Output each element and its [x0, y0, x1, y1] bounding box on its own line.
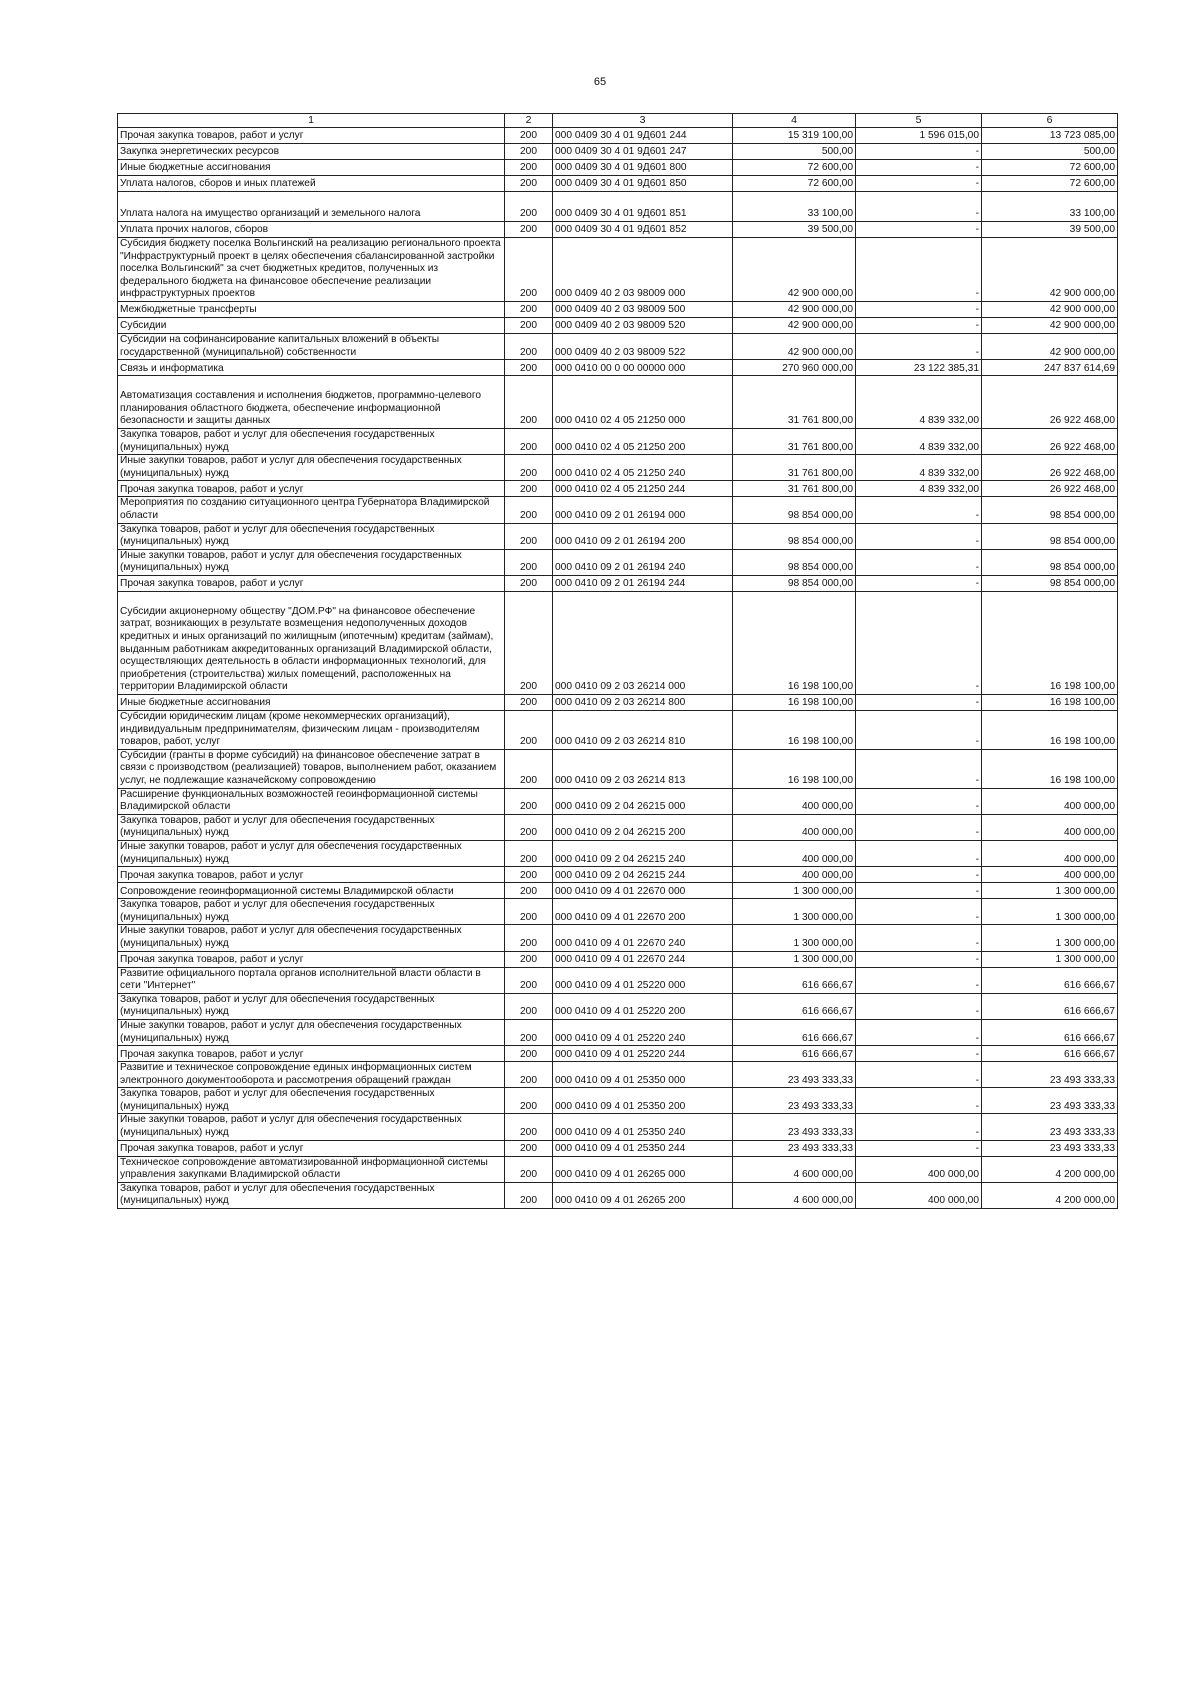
row-budget-code: 000 0410 09 4 01 22670 240 [553, 925, 733, 951]
row-name: Прочая закупка товаров, работ и услуг [118, 1046, 505, 1062]
row-approved-amount: 500,00 [733, 144, 856, 160]
row-unexecuted-amount: 1 300 000,00 [982, 925, 1118, 951]
row-unexecuted-amount: 26 922 468,00 [982, 428, 1118, 454]
table-row [118, 695, 1118, 711]
row-budget-code: 000 0410 09 4 01 25220 244 [553, 1046, 733, 1062]
row-approved-amount: 400 000,00 [733, 788, 856, 814]
table-row [118, 497, 1118, 523]
row-name: Уплата прочих налогов, сборов [118, 222, 505, 238]
table-row [118, 951, 1118, 967]
row-unexecuted-amount: 98 854 000,00 [982, 575, 1118, 591]
row-approved-amount: 1 300 000,00 [733, 925, 856, 951]
row-name: Уплата налога на имущество организаций и земельного налога [118, 192, 505, 222]
table-row [118, 925, 1118, 951]
row-approved-amount: 16 198 100,00 [733, 749, 856, 788]
row-approved-amount: 31 761 800,00 [733, 481, 856, 497]
row-unexecuted-amount: 16 198 100,00 [982, 695, 1118, 711]
row-budget-code: 000 0410 09 2 03 26214 813 [553, 749, 733, 788]
row-unexecuted-amount: 13 723 085,00 [982, 128, 1118, 144]
row-executed-amount: - [856, 788, 982, 814]
row-executed-amount: - [856, 317, 982, 333]
row-executed-amount: 1 596 015,00 [856, 128, 982, 144]
table-row [118, 1062, 1118, 1088]
row-approved-amount: 72 600,00 [733, 176, 856, 192]
row-budget-code: 000 0410 09 4 01 22670 244 [553, 951, 733, 967]
row-executed-amount: - [856, 222, 982, 238]
row-unexecuted-amount: 616 666,67 [982, 1019, 1118, 1045]
budget-table [117, 113, 1118, 1209]
row-executed-amount: - [856, 695, 982, 711]
row-unexecuted-amount: 33 100,00 [982, 192, 1118, 222]
row-approved-amount: 16 198 100,00 [733, 591, 856, 694]
row-unexecuted-amount: 16 198 100,00 [982, 711, 1118, 750]
table-row [118, 814, 1118, 840]
row-org-code: 200 [505, 238, 553, 302]
row-name: Субсидии на софинансирование капитальных вложений в объекты государственной (муниципальной) собственности [118, 333, 505, 359]
table-row [118, 1182, 1118, 1208]
row-budget-code: 000 0410 02 4 05 21250 000 [553, 376, 733, 429]
table-row [118, 455, 1118, 481]
row-budget-code: 000 0410 09 4 01 26265 200 [553, 1182, 733, 1208]
row-budget-code: 000 0410 09 2 03 26214 000 [553, 591, 733, 694]
table-row [118, 360, 1118, 376]
row-org-code: 200 [505, 1088, 553, 1114]
row-budget-code: 000 0409 40 2 03 98009 500 [553, 301, 733, 317]
row-org-code: 200 [505, 428, 553, 454]
row-unexecuted-amount: 26 922 468,00 [982, 481, 1118, 497]
row-unexecuted-amount: 23 493 333,33 [982, 1114, 1118, 1140]
row-org-code: 200 [505, 788, 553, 814]
row-org-code: 200 [505, 549, 553, 575]
row-budget-code: 000 0409 30 4 01 9Д601 852 [553, 222, 733, 238]
row-org-code: 200 [505, 523, 553, 549]
row-org-code: 200 [505, 993, 553, 1019]
row-name: Субсидия бюджету поселка Вольгинский на реализацию регионального проекта "Инфраструктурный проект в целях обеспечения сбалансированной застройки поселка Вольгинский" за счет бюджетных кредитов, полученных из федерального бюджета на финансовое обеспечение реализации инфраструктурных проектов [118, 238, 505, 302]
row-approved-amount: 400 000,00 [733, 814, 856, 840]
row-org-code: 200 [505, 1140, 553, 1156]
row-budget-code: 000 0409 40 2 03 98009 520 [553, 317, 733, 333]
header-col-2: 2 [505, 114, 553, 128]
table-row [118, 376, 1118, 429]
table-row [118, 591, 1118, 694]
table-row [118, 301, 1118, 317]
row-unexecuted-amount: 247 837 614,69 [982, 360, 1118, 376]
row-name: Связь и информатика [118, 360, 505, 376]
row-unexecuted-amount: 400 000,00 [982, 788, 1118, 814]
table-row [118, 575, 1118, 591]
row-budget-code: 000 0409 40 2 03 98009 522 [553, 333, 733, 359]
row-org-code: 200 [505, 695, 553, 711]
row-name: Иные закупки товаров, работ и услуг для обеспечения государственных (муниципальных) нужд [118, 925, 505, 951]
table-row [118, 1088, 1118, 1114]
row-approved-amount: 31 761 800,00 [733, 455, 856, 481]
row-unexecuted-amount: 98 854 000,00 [982, 549, 1118, 575]
row-org-code: 200 [505, 144, 553, 160]
row-name: Субсидии (гранты в форме субсидий) на финансовое обеспечение затрат в связи с производством (реализацией) товаров, выполнением работ, оказанием услуг, не подлежащие казначейскому сопровождению [118, 749, 505, 788]
row-org-code: 200 [505, 376, 553, 429]
row-budget-code: 000 0410 09 4 01 25350 244 [553, 1140, 733, 1156]
row-budget-code: 000 0409 30 4 01 9Д601 244 [553, 128, 733, 144]
row-budget-code: 000 0409 30 4 01 9Д601 800 [553, 160, 733, 176]
row-budget-code: 000 0410 09 4 01 25350 240 [553, 1114, 733, 1140]
row-approved-amount: 31 761 800,00 [733, 428, 856, 454]
row-budget-code: 000 0409 30 4 01 9Д601 850 [553, 176, 733, 192]
row-executed-amount: - [856, 333, 982, 359]
row-approved-amount: 98 854 000,00 [733, 523, 856, 549]
row-unexecuted-amount: 16 198 100,00 [982, 591, 1118, 694]
row-unexecuted-amount: 23 493 333,33 [982, 1062, 1118, 1088]
row-budget-code: 000 0409 30 4 01 9Д601 851 [553, 192, 733, 222]
row-approved-amount: 42 900 000,00 [733, 317, 856, 333]
row-approved-amount: 72 600,00 [733, 160, 856, 176]
row-name: Прочая закупка товаров, работ и услуг [118, 1140, 505, 1156]
row-executed-amount: - [856, 1062, 982, 1088]
row-org-code: 200 [505, 899, 553, 925]
row-org-code: 200 [505, 1062, 553, 1088]
row-unexecuted-amount: 616 666,67 [982, 993, 1118, 1019]
row-budget-code: 000 0410 09 2 01 26194 244 [553, 575, 733, 591]
row-name: Закупка товаров, работ и услуг для обеспечения государственных (муниципальных) нужд [118, 523, 505, 549]
table-row [118, 176, 1118, 192]
row-org-code: 200 [505, 840, 553, 866]
row-org-code: 200 [505, 1114, 553, 1140]
table-row [118, 523, 1118, 549]
row-unexecuted-amount: 1 300 000,00 [982, 883, 1118, 899]
row-unexecuted-amount: 42 900 000,00 [982, 301, 1118, 317]
row-org-code: 200 [505, 1019, 553, 1045]
row-name: Закупка товаров, работ и услуг для обеспечения государственных (муниципальных) нужд [118, 993, 505, 1019]
row-executed-amount: 4 839 332,00 [856, 455, 982, 481]
table-row [118, 899, 1118, 925]
table-row [118, 749, 1118, 788]
row-budget-code: 000 0410 02 4 05 21250 244 [553, 481, 733, 497]
row-approved-amount: 98 854 000,00 [733, 497, 856, 523]
row-budget-code: 000 0410 09 2 03 26214 800 [553, 695, 733, 711]
table-row [118, 549, 1118, 575]
row-unexecuted-amount: 1 300 000,00 [982, 899, 1118, 925]
row-budget-code: 000 0410 09 2 04 26215 200 [553, 814, 733, 840]
row-executed-amount: - [856, 951, 982, 967]
row-name: Прочая закупка товаров, работ и услуг [118, 128, 505, 144]
row-name: Иные закупки товаров, работ и услуг для обеспечения государственных (муниципальных) нужд [118, 1019, 505, 1045]
row-approved-amount: 616 666,67 [733, 967, 856, 993]
row-name: Иные бюджетные ассигнования [118, 160, 505, 176]
row-budget-code: 000 0410 09 4 01 22670 200 [553, 899, 733, 925]
row-executed-amount: - [856, 523, 982, 549]
table-row [118, 428, 1118, 454]
table-row [118, 160, 1118, 176]
row-name: Субсидии [118, 317, 505, 333]
row-budget-code: 000 0410 09 2 04 26215 244 [553, 867, 733, 883]
row-approved-amount: 16 198 100,00 [733, 711, 856, 750]
row-executed-amount: - [856, 1114, 982, 1140]
row-executed-amount: - [856, 575, 982, 591]
row-executed-amount: - [856, 993, 982, 1019]
row-budget-code: 000 0410 02 4 05 21250 200 [553, 428, 733, 454]
row-name: Иные закупки товаров, работ и услуг для обеспечения государственных (муниципальных) нужд [118, 840, 505, 866]
row-approved-amount: 16 198 100,00 [733, 695, 856, 711]
row-unexecuted-amount: 42 900 000,00 [982, 238, 1118, 302]
row-unexecuted-amount: 400 000,00 [982, 814, 1118, 840]
header-col-3: 3 [553, 114, 733, 128]
row-approved-amount: 98 854 000,00 [733, 575, 856, 591]
row-org-code: 200 [505, 749, 553, 788]
row-name: Закупка товаров, работ и услуг для обеспечения государственных (муниципальных) нужд [118, 1182, 505, 1208]
row-name: Мероприятия по созданию ситуационного центра Губернатора Владимирской области [118, 497, 505, 523]
row-approved-amount: 23 493 333,33 [733, 1062, 856, 1088]
row-approved-amount: 39 500,00 [733, 222, 856, 238]
row-unexecuted-amount: 616 666,67 [982, 1046, 1118, 1062]
row-unexecuted-amount: 23 493 333,33 [982, 1140, 1118, 1156]
row-executed-amount: 400 000,00 [856, 1182, 982, 1208]
row-name: Прочая закупка товаров, работ и услуг [118, 867, 505, 883]
row-unexecuted-amount: 98 854 000,00 [982, 523, 1118, 549]
row-name: Субсидии акционерному обществу "ДОМ.РФ" на финансовое обеспечение затрат, возникающих в результате возмещения недополученных доходов кредитных и иных организаций по жилищным (ипотечным) кредитам (займам), выданным работникам аккредитованных организаций Владимирской области, осуществляющих деятельность в области информационных технологий, для приобретения (строительства) жилых помещений, расположенных на территории Владимирской области [118, 591, 505, 694]
row-executed-amount: - [856, 192, 982, 222]
row-budget-code: 000 0409 40 2 03 98009 000 [553, 238, 733, 302]
row-unexecuted-amount: 42 900 000,00 [982, 333, 1118, 359]
row-executed-amount: - [856, 1140, 982, 1156]
row-unexecuted-amount: 23 493 333,33 [982, 1088, 1118, 1114]
row-executed-amount: - [856, 840, 982, 866]
row-approved-amount: 1 300 000,00 [733, 883, 856, 899]
row-approved-amount: 1 300 000,00 [733, 951, 856, 967]
table-row [118, 222, 1118, 238]
table-row [118, 883, 1118, 899]
row-budget-code: 000 0410 09 4 01 26265 000 [553, 1156, 733, 1182]
row-unexecuted-amount: 500,00 [982, 144, 1118, 160]
table-row [118, 317, 1118, 333]
row-name: Прочая закупка товаров, работ и услуг [118, 575, 505, 591]
row-unexecuted-amount: 72 600,00 [982, 160, 1118, 176]
table-row [118, 1156, 1118, 1182]
row-budget-code: 000 0410 09 4 01 22670 000 [553, 883, 733, 899]
row-approved-amount: 270 960 000,00 [733, 360, 856, 376]
row-unexecuted-amount: 26 922 468,00 [982, 455, 1118, 481]
row-approved-amount: 31 761 800,00 [733, 376, 856, 429]
row-executed-amount: 4 839 332,00 [856, 428, 982, 454]
row-executed-amount: - [856, 814, 982, 840]
row-budget-code: 000 0410 09 2 03 26214 810 [553, 711, 733, 750]
row-approved-amount: 42 900 000,00 [733, 238, 856, 302]
table-row [118, 333, 1118, 359]
row-executed-amount: - [856, 1046, 982, 1062]
row-budget-code: 000 0410 09 4 01 25350 200 [553, 1088, 733, 1114]
table-row [118, 867, 1118, 883]
row-unexecuted-amount: 4 200 000,00 [982, 1182, 1118, 1208]
row-unexecuted-amount: 72 600,00 [982, 176, 1118, 192]
row-budget-code: 000 0410 09 2 04 26215 000 [553, 788, 733, 814]
row-executed-amount: - [856, 711, 982, 750]
row-name: Закупка товаров, работ и услуг для обеспечения государственных (муниципальных) нужд [118, 814, 505, 840]
row-executed-amount: - [856, 549, 982, 575]
row-approved-amount: 15 319 100,00 [733, 128, 856, 144]
header-col-4: 4 [733, 114, 856, 128]
row-org-code: 200 [505, 711, 553, 750]
row-budget-code: 000 0410 00 0 00 00000 000 [553, 360, 733, 376]
row-org-code: 200 [505, 497, 553, 523]
row-unexecuted-amount: 616 666,67 [982, 967, 1118, 993]
row-approved-amount: 616 666,67 [733, 993, 856, 1019]
row-org-code: 200 [505, 883, 553, 899]
row-budget-code: 000 0410 09 4 01 25220 000 [553, 967, 733, 993]
row-org-code: 200 [505, 160, 553, 176]
row-budget-code: 000 0410 02 4 05 21250 240 [553, 455, 733, 481]
row-name: Прочая закупка товаров, работ и услуг [118, 951, 505, 967]
row-executed-amount: - [856, 925, 982, 951]
table-row [118, 238, 1118, 302]
row-executed-amount: 23 122 385,31 [856, 360, 982, 376]
row-org-code: 200 [505, 128, 553, 144]
header-col-5: 5 [856, 114, 982, 128]
row-approved-amount: 4 600 000,00 [733, 1156, 856, 1182]
table-row [118, 711, 1118, 750]
row-name: Иные закупки товаров, работ и услуг для обеспечения государственных (муниципальных) нужд [118, 549, 505, 575]
row-unexecuted-amount: 16 198 100,00 [982, 749, 1118, 788]
row-executed-amount: - [856, 867, 982, 883]
row-executed-amount: 4 839 332,00 [856, 376, 982, 429]
row-executed-amount: - [856, 749, 982, 788]
row-unexecuted-amount: 98 854 000,00 [982, 497, 1118, 523]
row-executed-amount: - [856, 883, 982, 899]
row-org-code: 200 [505, 301, 553, 317]
table-header-row [118, 114, 1118, 128]
row-budget-code: 000 0410 09 4 01 25350 000 [553, 1062, 733, 1088]
row-name: Иные закупки товаров, работ и услуг для обеспечения государственных (муниципальных) нужд [118, 455, 505, 481]
table-row [118, 144, 1118, 160]
row-name: Закупка товаров, работ и услуг для обеспечения государственных (муниципальных) нужд [118, 1088, 505, 1114]
header-col-6: 6 [982, 114, 1118, 128]
row-name: Закупка товаров, работ и услуг для обеспечения государственных (муниципальных) нужд [118, 899, 505, 925]
row-unexecuted-amount: 39 500,00 [982, 222, 1118, 238]
row-org-code: 200 [505, 967, 553, 993]
row-org-code: 200 [505, 867, 553, 883]
row-budget-code: 000 0409 30 4 01 9Д601 247 [553, 144, 733, 160]
row-executed-amount: - [856, 967, 982, 993]
row-org-code: 200 [505, 1046, 553, 1062]
row-name: Сопровождение геоинформационной системы Владимирской области [118, 883, 505, 899]
table-row [118, 1140, 1118, 1156]
row-name: Иные бюджетные ассигнования [118, 695, 505, 711]
row-org-code: 200 [505, 814, 553, 840]
row-approved-amount: 23 493 333,33 [733, 1088, 856, 1114]
row-org-code: 200 [505, 925, 553, 951]
row-org-code: 200 [505, 222, 553, 238]
row-executed-amount: - [856, 899, 982, 925]
row-org-code: 200 [505, 1182, 553, 1208]
row-org-code: 200 [505, 176, 553, 192]
row-unexecuted-amount: 400 000,00 [982, 867, 1118, 883]
table-row [118, 1019, 1118, 1045]
row-executed-amount: - [856, 238, 982, 302]
row-name: Закупка энергетических ресурсов [118, 144, 505, 160]
row-executed-amount: - [856, 591, 982, 694]
row-approved-amount: 616 666,67 [733, 1019, 856, 1045]
row-name: Прочая закупка товаров, работ и услуг [118, 481, 505, 497]
row-unexecuted-amount: 26 922 468,00 [982, 376, 1118, 429]
row-name: Техническое сопровождение автоматизированной информационной системы управления закупками Владимирской области [118, 1156, 505, 1182]
row-budget-code: 000 0410 09 4 01 25220 200 [553, 993, 733, 1019]
row-name: Расширение функциональных возможностей геоинформационной системы Владимирской области [118, 788, 505, 814]
row-name: Иные закупки товаров, работ и услуг для обеспечения государственных (муниципальных) нужд [118, 1114, 505, 1140]
row-unexecuted-amount: 1 300 000,00 [982, 951, 1118, 967]
table-row [118, 1046, 1118, 1062]
table-row [118, 1114, 1118, 1140]
page-number: 65 [593, 76, 607, 88]
row-org-code: 200 [505, 192, 553, 222]
header-col-1: 1 [118, 114, 505, 128]
row-org-code: 200 [505, 1156, 553, 1182]
row-approved-amount: 400 000,00 [733, 867, 856, 883]
row-budget-code: 000 0410 09 2 01 26194 200 [553, 523, 733, 549]
row-executed-amount: - [856, 176, 982, 192]
row-unexecuted-amount: 42 900 000,00 [982, 317, 1118, 333]
table-row [118, 481, 1118, 497]
row-executed-amount: - [856, 160, 982, 176]
row-approved-amount: 23 493 333,33 [733, 1140, 856, 1156]
row-approved-amount: 1 300 000,00 [733, 899, 856, 925]
row-executed-amount: 4 839 332,00 [856, 481, 982, 497]
table-row [118, 192, 1118, 222]
row-org-code: 200 [505, 360, 553, 376]
row-org-code: 200 [505, 591, 553, 694]
table-row [118, 993, 1118, 1019]
row-org-code: 200 [505, 575, 553, 591]
row-name: Уплата налогов, сборов и иных платежей [118, 176, 505, 192]
row-executed-amount: - [856, 1088, 982, 1114]
row-name: Развитие официального портала органов исполнительной власти области в сети "Интернет" [118, 967, 505, 993]
row-executed-amount: 400 000,00 [856, 1156, 982, 1182]
row-executed-amount: - [856, 301, 982, 317]
row-approved-amount: 33 100,00 [733, 192, 856, 222]
row-executed-amount: - [856, 497, 982, 523]
row-unexecuted-amount: 4 200 000,00 [982, 1156, 1118, 1182]
row-budget-code: 000 0410 09 2 01 26194 240 [553, 549, 733, 575]
row-org-code: 200 [505, 481, 553, 497]
row-approved-amount: 400 000,00 [733, 840, 856, 866]
row-org-code: 200 [505, 333, 553, 359]
row-budget-code: 000 0410 09 2 04 26215 240 [553, 840, 733, 866]
row-name: Межбюджетные трансферты [118, 301, 505, 317]
row-budget-code: 000 0410 09 2 01 26194 000 [553, 497, 733, 523]
row-executed-amount: - [856, 144, 982, 160]
row-approved-amount: 42 900 000,00 [733, 301, 856, 317]
row-org-code: 200 [505, 951, 553, 967]
table-row [118, 967, 1118, 993]
row-approved-amount: 4 600 000,00 [733, 1182, 856, 1208]
row-unexecuted-amount: 400 000,00 [982, 840, 1118, 866]
row-approved-amount: 23 493 333,33 [733, 1114, 856, 1140]
row-approved-amount: 42 900 000,00 [733, 333, 856, 359]
row-name: Субсидии юридическим лицам (кроме некоммерческих организаций), индивидуальным предпринимателям, физическим лицам - производителям товаров, работ, услуг [118, 711, 505, 750]
table-row [118, 788, 1118, 814]
row-name: Развитие и техническое сопровождение единых информационных систем электронного документооборота и рассмотрения обращений граждан [118, 1062, 505, 1088]
row-org-code: 200 [505, 317, 553, 333]
table-row [118, 840, 1118, 866]
row-approved-amount: 616 666,67 [733, 1046, 856, 1062]
row-name: Закупка товаров, работ и услуг для обеспечения государственных (муниципальных) нужд [118, 428, 505, 454]
row-org-code: 200 [505, 455, 553, 481]
row-approved-amount: 98 854 000,00 [733, 549, 856, 575]
table-row [118, 128, 1118, 144]
row-executed-amount: - [856, 1019, 982, 1045]
row-name: Автоматизация составления и исполнения бюджетов, программно-целевого планирования областного бюджета, обеспечение информационной безопасности и защиты данных [118, 376, 505, 429]
row-budget-code: 000 0410 09 4 01 25220 240 [553, 1019, 733, 1045]
